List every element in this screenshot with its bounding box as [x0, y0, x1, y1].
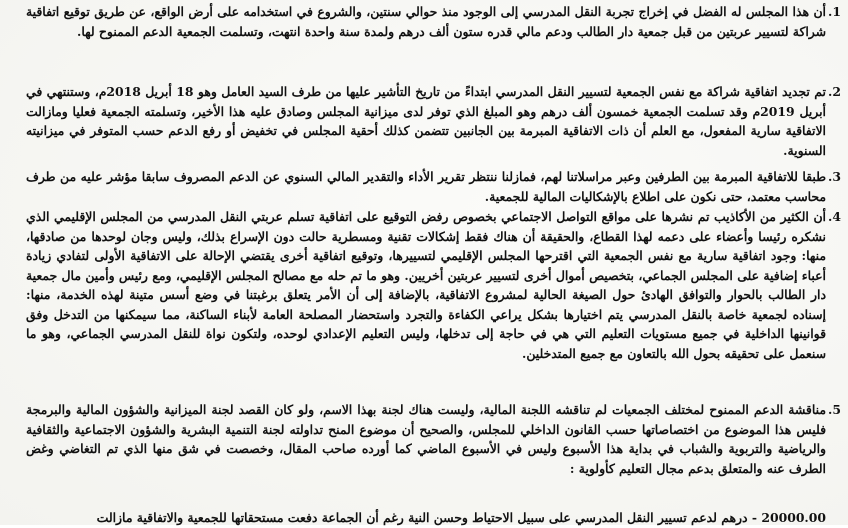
paragraph-text: أن هذا المجلس له الفضل في إخراج تجربة النقل المدرسي إلى الوجود منذ حوالي سنتين، والشروع في استخدامه على أرض الواقع، عن طريق توقيع اتفاقية شراكة لتسيير عربتين من قبل جمعية دار الطالب ودعم مالي قدره ستون ألف درهم ولمدة سنة واحدة انتهت، وتسلمت الجمعية الدعم الممنوح لها. — [26, 4, 826, 39]
paragraph-number: .5 — [828, 402, 841, 417]
paragraph-text: أن الكثير من الأكاذيب تم نشرها على مواقع التواصل الاجتماعي بخصوص رفض التوقيع على اتفاقية تسلم عربتي النقل المدرسي من المجلس الإقليمي الذي نشكره رئيسا وأعضاء على دعمه لهذا القطاع، والحقيقة أن هناك فقط إشكالات تقنية ومسطرية حالت دون الإسراع بذلك، وليس وجان لوحدها من صادقها، منها: وجود اتفاقية سارية مع نفس الجمعية التي اقترحها المجلس الإقليمي لتسييرها، وتوقيع اتفاقية أخرى يقتضي الإحالة على الاتفاقية الأولى لتفادي زيادة أعباء إضافية على المجلس الجماعي، بتخصيص أموال أخرى لتسيير عربتين أخريين. وهو ما تم حله مع مصالح المجلس الإقليمي، ومع رئيس وأمين مال جمعية دار الطالب بالحوار والتوافق الهادئ حول الصيغة الحالية لمشروع الاتفاقية، بالإضافة إلى أن الأمر يتعلق برغبتنا في وضع أسس متينة لهذه الخدمة، منها: إسناده لجمعية خاصة بالنقل المدرسي يتم اختيارها بشكل يراعي الكفاءة والتجرد واستحضار المصلحة العامة لأبناء الساكنة، مما سيمكنها من التدخل وفق قوانينها الداخلية في جميع مستويات التعليم التي هي في حاجة إلى تدخلها، وليس التعليم الإعدادي لوحده، ولتكون نواة للنقل المدرسي الجماعي، وهو ما سنعمل على تحقيقه بحول الله بالتعاون مع جميع المتدخلين. — [26, 209, 826, 361]
paragraph-3 — [26, 167, 841, 206]
budget-text: درهم لدعم تسيير النقل المدرسي على سبيل الاحتياط وحسن النية رغم أن الجماعة دفعت مستحقاتها للجمعية والاتفاقية مازالت — [96, 510, 748, 525]
paragraph-number: .3 — [828, 169, 841, 184]
paragraph-number: .1 — [828, 4, 841, 19]
paragraph-1 — [26, 2, 841, 41]
budget-amount: 20000.00 - — [751, 510, 826, 525]
paragraph-4 — [26, 207, 841, 363]
paragraph-number: .2 — [828, 84, 841, 99]
paragraph-2 — [26, 82, 841, 160]
paragraph-number: .4 — [828, 209, 841, 224]
paragraph-text: مناقشة الدعم الممنوح لمختلف الجمعيات لم تناقشه اللجنة المالية، وليست هناك لجنة بهذا الاسم، ولو كان القصد لجنة الميزانية والشؤون المالية والبرمجة فليس هذا الموضوع من اختصاصاتها حسب القانون الداخلي للمجلس، والصحيح أن موضوع المنح تداولته لجنة التنمية البشرية والشؤون الاجتماعية والثقافية والرياضية والتربوية والشباب في بداية هذا الأسبوع وليس في الأسبوع الماضي كما أورده صاحب المقال، وخصصت في شق منها الذي تم التغاضي وغض الطرف عنه والمتعلق بدعم مجال التعليم كأولوية : — [26, 402, 826, 476]
paragraph-5 — [26, 400, 841, 478]
paragraph-text: طبقا للاتفاقية المبرمة بين الطرفين وعبر مراسلاتنا لهم، فمازلنا ننتظر تقرير الأداء والتقدير المالي السنوي عن الدعم المصروف سابقا مؤشر عليه من طرف محاسب معتمد، حتى نكون على اطلاع بالإشكاليات المالية للجمعية. — [26, 169, 826, 204]
paragraph-text: تم تجديد اتفاقية شراكة مع نفس الجمعية لتسيير النقل المدرسي ابتداءً من تاريخ التأشير عليها من طرف السيد العامل وهو 18 أبريل 2018م، وستنتهي في أبريل 2019م وقد تسلمت الجمعية خمسون ألف درهم وهو المبلغ الذي توفر لدى ميزانية المجلس وصادق عليه هذا الأخير، وتسلمته الجمعية فعليا ومازالت الاتفاقية سارية المفعول، مع العلم أن ذات الاتفاقية المبرمة بين الجانبين تتضمن كذلك أحقية المجلس في تخفيض أو رفع الدعم حسب المتوفر في ميزانيته السنوية. — [26, 84, 827, 158]
